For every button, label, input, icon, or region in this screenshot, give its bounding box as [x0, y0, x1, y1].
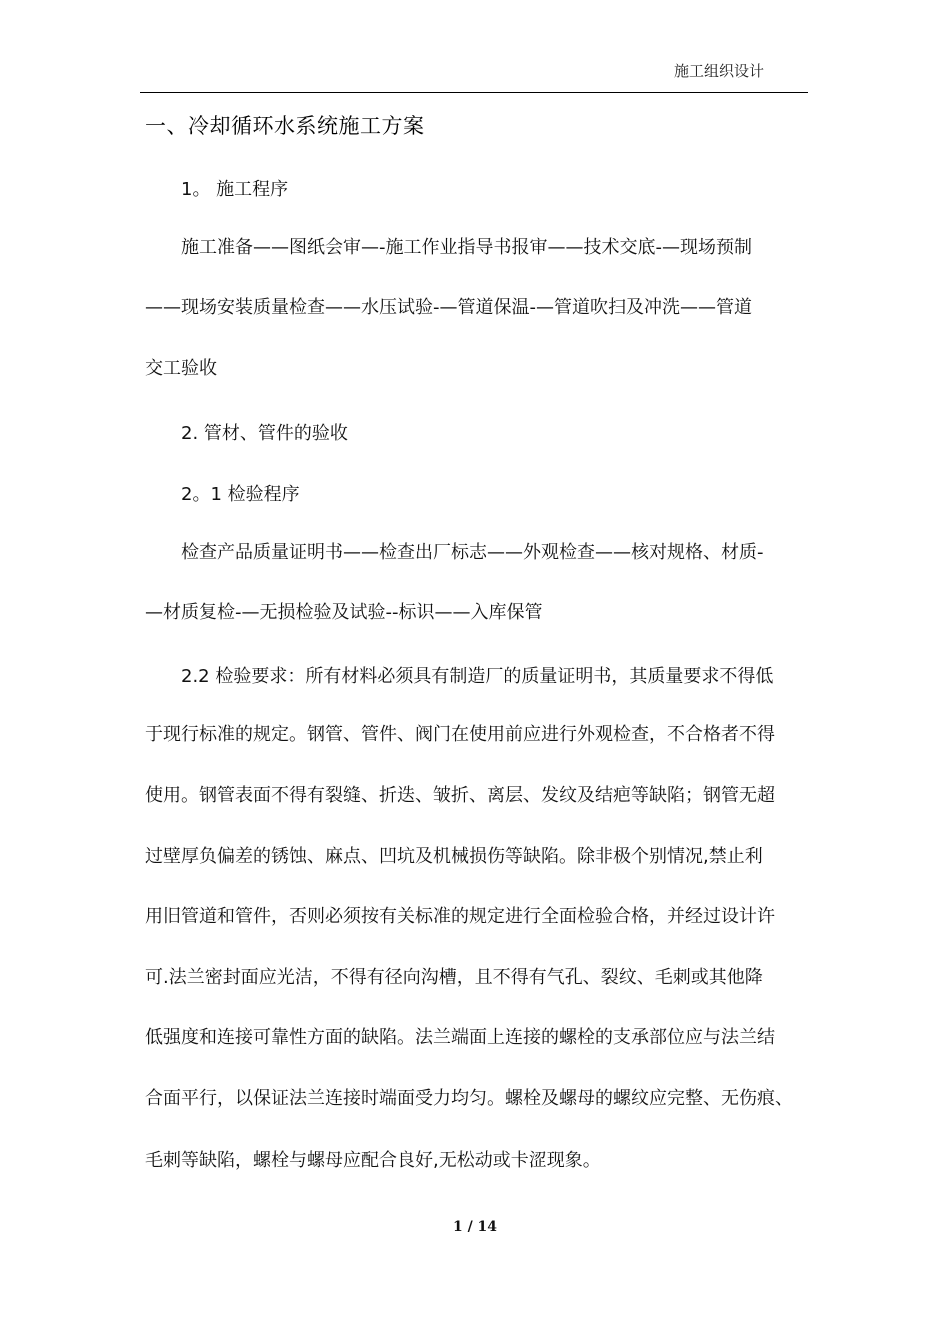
paragraph-line: 使用。钢管表面不得有裂缝、折迭、皱折、离层、发纹及结疤等缺陷；钢管无超 — [145, 785, 775, 806]
paragraph-line: 毛刺等缺陷，螺栓与螺母应配合良好,无松动或卡涩现象。 — [145, 1150, 601, 1171]
paragraph-line: 过壁厚负偏差的锈蚀、麻点、凹坑及机械损伤等缺陷。除非极个别情况,禁止利 — [145, 846, 763, 867]
paragraph-line: 交工验收 — [145, 358, 217, 379]
paragraph-line: 可.法兰密封面应光洁，不得有径向沟槽，且不得有气孔、裂纹、毛刺或其他降 — [145, 967, 763, 988]
page-header — [140, 56, 808, 93]
subsection-heading-inspection-procedure: 2。1 检验程序 — [181, 484, 300, 505]
paragraph-line: 2.2 检验要求：所有材料必须具有制造厂的质量证明书，其质量要求不得低 — [181, 666, 774, 687]
paragraph-line: 低强度和连接可靠性方面的缺陷。法兰端面上连接的螺栓的支承部位应与法兰结 — [145, 1027, 775, 1048]
document-title: 一、冷却循环水系统施工方案 — [145, 114, 425, 138]
section-heading-pipe-acceptance: 2. 管材、管件的验收 — [181, 423, 348, 444]
paragraph-line: 合面平行，以保证法兰连接时端面受力均匀。螺栓及螺母的螺纹应完整、无伤痕、 — [145, 1088, 793, 1109]
paragraph-line: 用旧管道和管件，否则必须按有关标准的规定进行全面检验合格，并经过设计许 — [145, 906, 775, 927]
section-heading-construction-procedure: 1。 施工程序 — [181, 179, 289, 200]
paragraph-line: 检查产品质量证明书——检查出厂标志——外观检查——核对规格、材质- — [181, 542, 764, 563]
paragraph-line: 施工准备——图纸会审—-施工作业指导书报审——技术交底-—现场预制 — [181, 237, 752, 258]
page-number: 1 / 14 — [452, 1219, 498, 1235]
paragraph-line: 于现行标准的规定。钢管、管件、阀门在使用前应进行外观检查，不合格者不得 — [145, 724, 775, 745]
paragraph-line: ——现场安装质量检查——水压试验-—管道保温-—管道吹扫及冲洗——管道 — [145, 297, 752, 318]
paragraph-line: —材质复检-—无损检验及试验--标识——入库保管 — [145, 602, 543, 623]
header-text: 施工组织设计 — [673, 62, 764, 80]
